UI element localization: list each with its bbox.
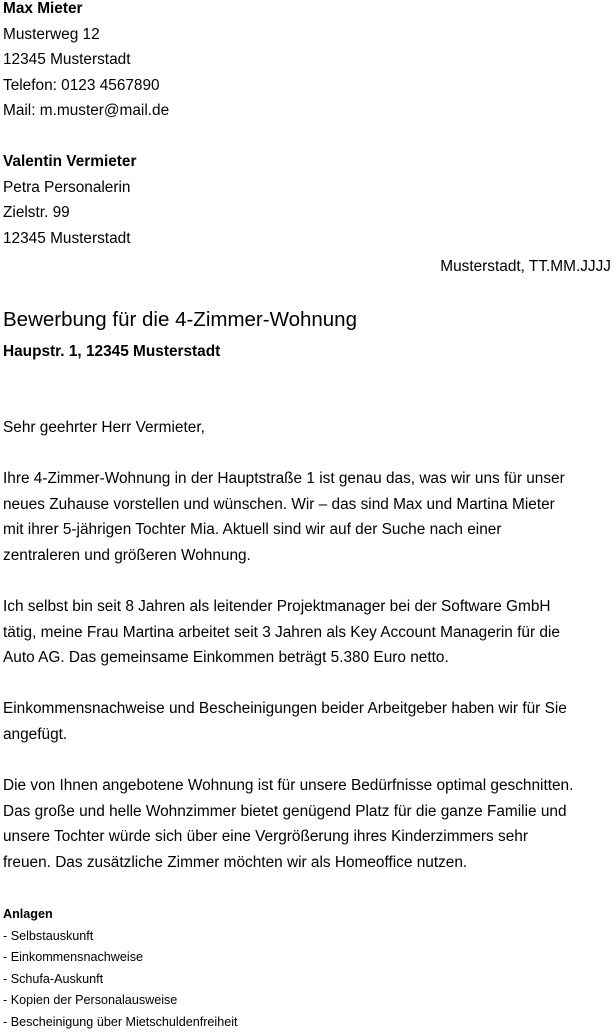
attachment-item: - Kopien der Personalausweise	[3, 990, 238, 1012]
paragraph-line: angefügt.	[3, 722, 613, 748]
paragraph-line: unsere Tochter würde sich über eine Vergrößerung ihres Kinderzimmers sehr	[3, 824, 613, 850]
paragraph-line: Auto AG. Das gemeinsame Einkommen beträgt 5.380 Euro netto.	[3, 645, 613, 671]
paragraph-1	[3, 466, 613, 568]
paragraph-line: Das große und helle Wohnzimmer bietet genügend Platz für die ganze Familie und	[3, 799, 613, 825]
paragraph-2	[3, 594, 613, 671]
date-line: Musterstadt, TT.MM.JJJJ	[440, 254, 611, 280]
paragraph-line: mit ihrer 5-jährigen Tochter Mia. Aktuell sind wir auf der Suche nach einer	[3, 517, 613, 543]
paragraph-line: freuen. Das zusätzliche Zimmer möchten wir als Homeoffice nutzen.	[3, 850, 613, 876]
paragraph-line: neues Zuhause vorstellen und wünschen. Wir – das sind Max und Martina Mieter	[3, 492, 613, 518]
subject-address: Haupstr. 1, 12345 Musterstadt	[3, 339, 220, 365]
paragraph-4	[3, 773, 613, 875]
sender-street: Musterweg 12	[3, 22, 169, 48]
recipient-contact: Petra Personalerin	[3, 175, 136, 201]
paragraph-line: tätig, meine Frau Martina arbeitet seit 3 Jahren als Key Account Managerin für die	[3, 620, 613, 646]
letter-subject: Bewerbung für die 4-Zimmer-Wohnung	[3, 306, 357, 334]
paragraph-line: Einkommensnachweise und Bescheinigungen beider Arbeitgeber haben wir für Sie	[3, 696, 613, 722]
paragraph-line: zentraleren und größeren Wohnung.	[3, 543, 613, 569]
paragraph-line: Ihre 4-Zimmer-Wohnung in der Hauptstraße 1 ist genau das, was wir uns für unser	[3, 466, 613, 492]
sender-name: Max Mieter	[3, 0, 169, 22]
attachment-item: - Einkommensnachweise	[3, 947, 238, 969]
recipient-address-block	[3, 149, 136, 251]
paragraph-3	[3, 696, 613, 747]
paragraph-line: Ich selbst bin seit 8 Jahren als leitender Projektmanager bei der Software GmbH	[3, 594, 613, 620]
recipient-city: 12345 Musterstadt	[3, 226, 136, 252]
attachment-item: - Selbstauskunft	[3, 926, 238, 948]
attachment-item: - Schufa-Auskunft	[3, 969, 238, 991]
greeting: Sehr geehrter Herr Vermieter,	[3, 415, 613, 441]
sender-address-block	[3, 0, 169, 124]
attachments-title: Anlagen	[3, 904, 238, 926]
attachments-list	[3, 904, 238, 1033]
sender-city: 12345 Musterstadt	[3, 47, 169, 73]
paragraph-line: Die von Ihnen angebotene Wohnung ist für unsere Bedürfnisse optimal geschnitten.	[3, 773, 613, 799]
recipient-street: Zielstr. 99	[3, 200, 136, 226]
attachment-item: - Bescheinigung über Mietschuldenfreiheit	[3, 1012, 238, 1033]
sender-mail: Mail: m.muster@mail.de	[3, 98, 169, 124]
sender-phone: Telefon: 0123 4567890	[3, 73, 169, 99]
recipient-name: Valentin Vermieter	[3, 149, 136, 175]
